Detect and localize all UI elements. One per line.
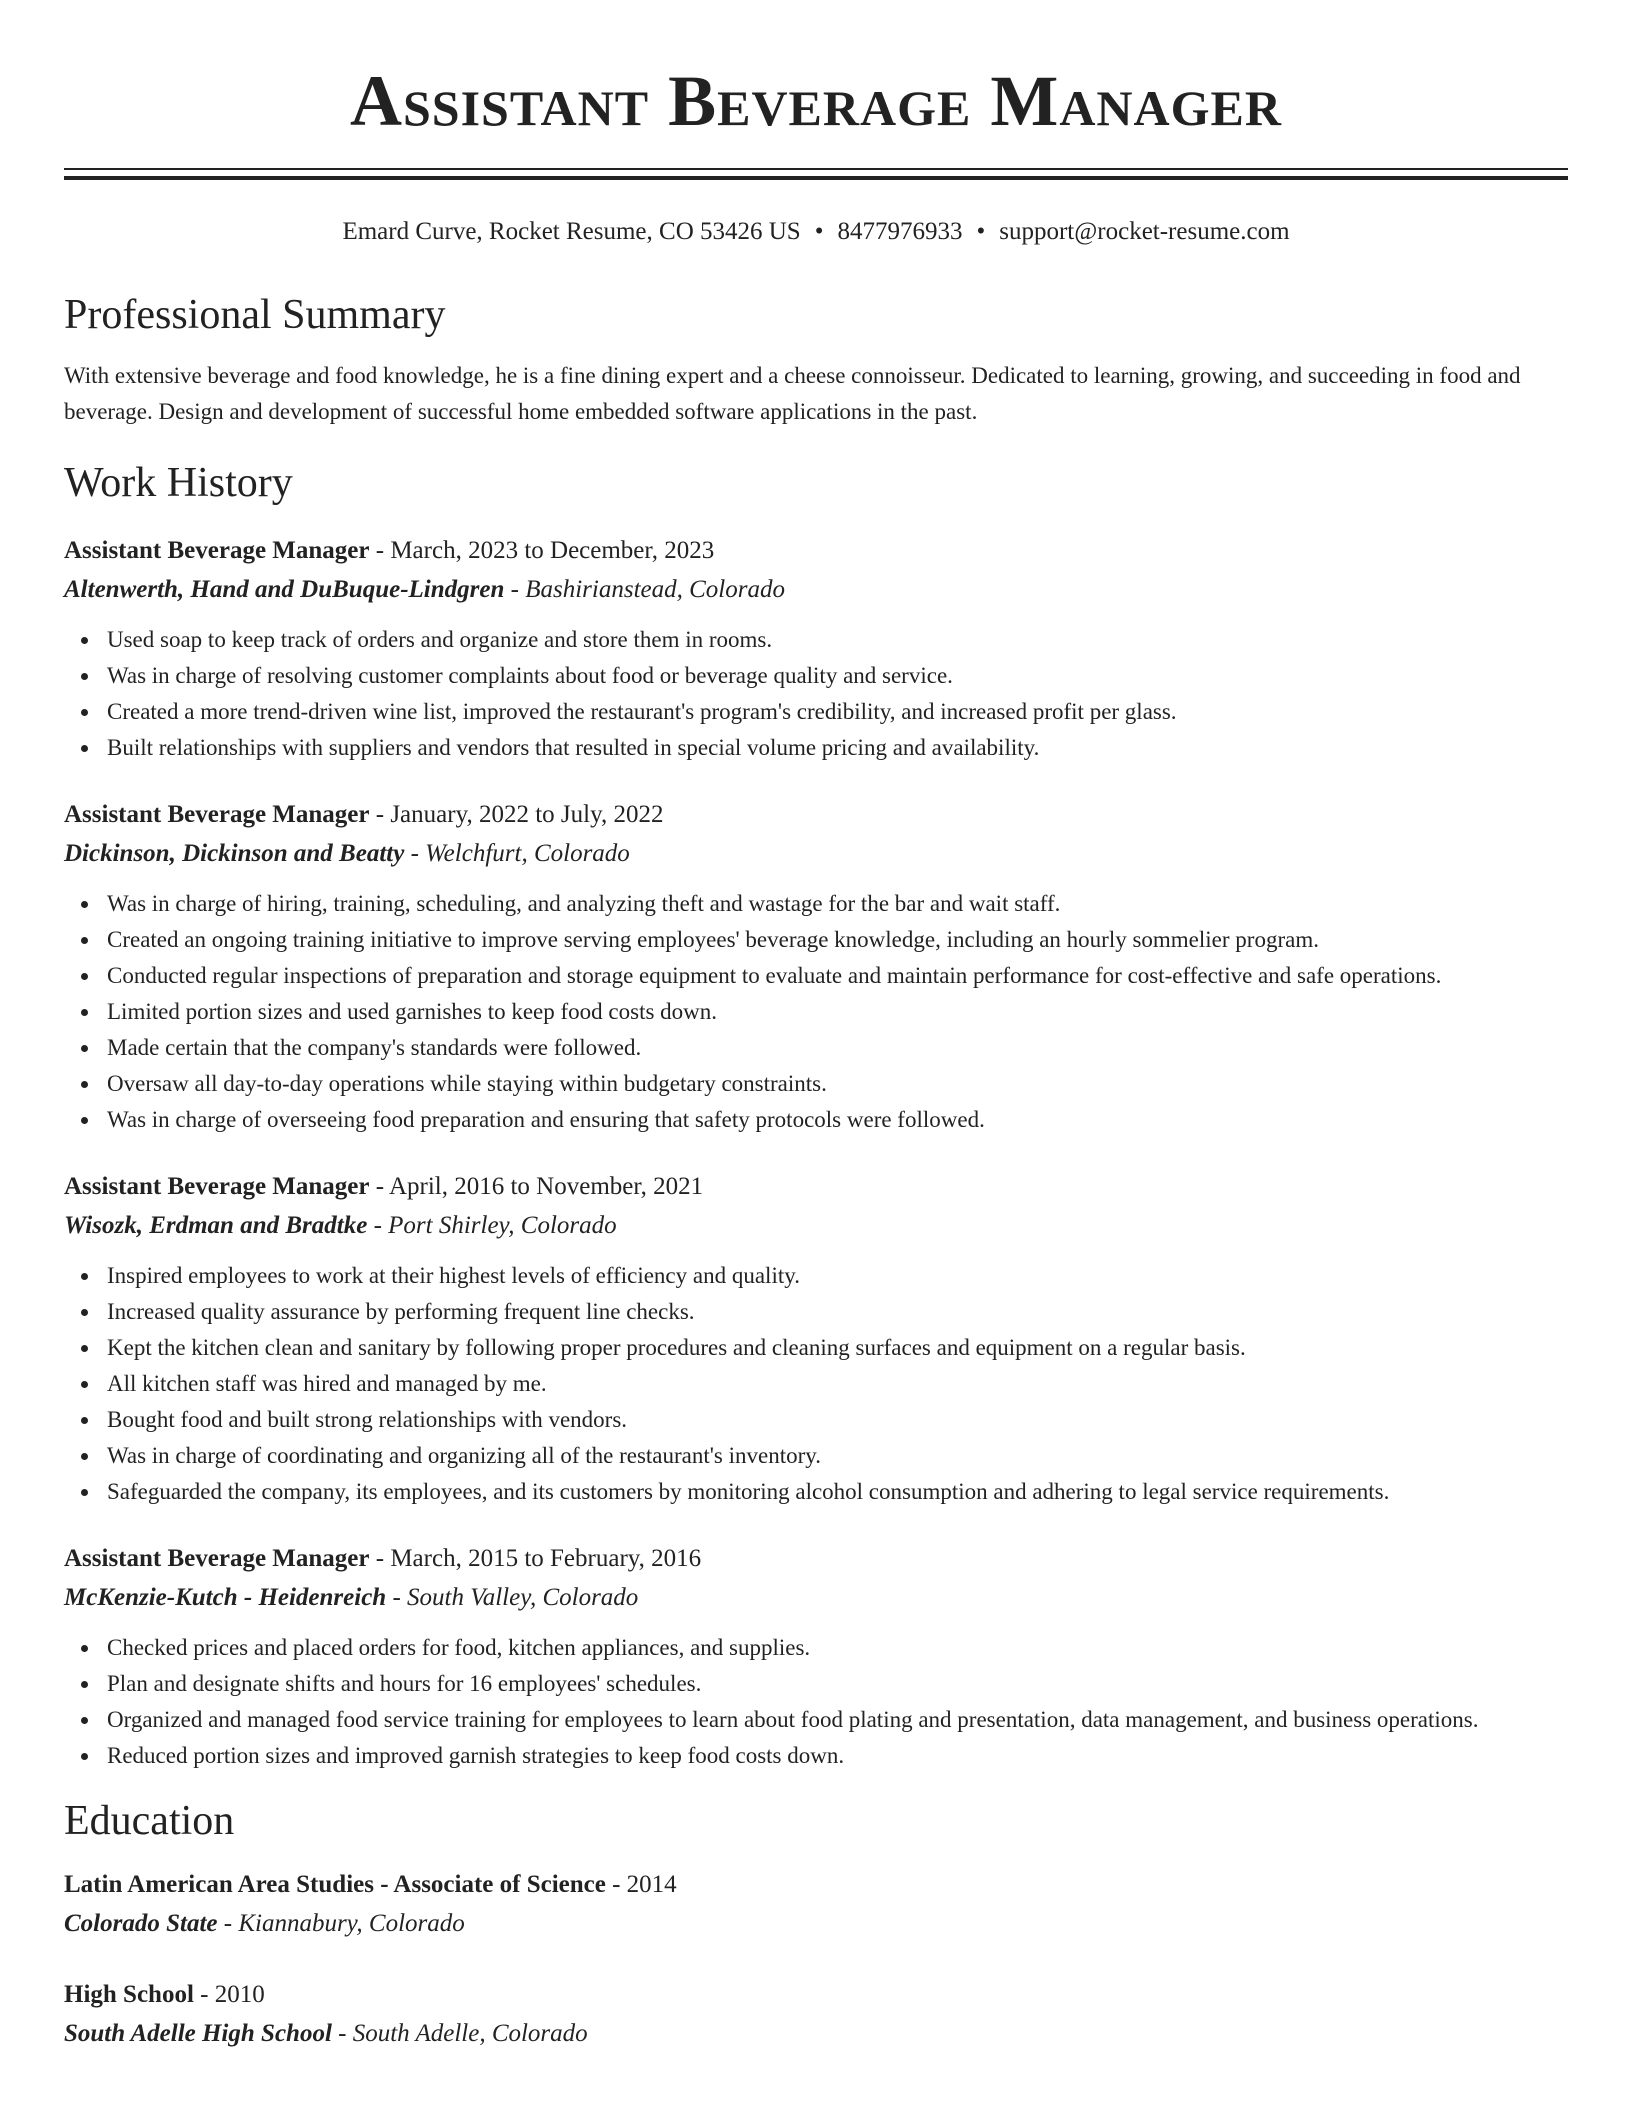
education-heading: Education (64, 1798, 235, 1844)
job-dates: - April, 2016 to November, 2021 (369, 1173, 704, 1200)
education-school-line (64, 1904, 1568, 1944)
education-entry (64, 1976, 1568, 2054)
list-item: Increased quality assurance by performing frequent line checks. (64, 1294, 1568, 1330)
education-year: - 2014 (605, 1871, 677, 1898)
list-item: Was in charge of overseeing food preparation and ensuring that safety protocols were followed. (64, 1102, 1568, 1138)
list-item: Bought food and built strong relationships with vendors. (64, 1402, 1568, 1438)
list-item: Conducted regular inspections of preparation and storage equipment to evaluate and maintain performance for cost-effective and safe operations. (64, 958, 1568, 994)
education-location: - South Adelle, Colorado (331, 2020, 588, 2047)
list-item: Was in charge of hiring, training, scheduling, and analyzing theft and wastage for the bar and wait staff. (64, 886, 1568, 922)
job-dates: - January, 2022 to July, 2022 (369, 801, 664, 828)
job-company-line (64, 834, 1568, 874)
list-item: Safeguarded the company, its employees, and its customers by monitoring alcohol consumption and adhering to legal service requirements. (64, 1474, 1568, 1510)
job-company: Wisozk, Erdman and Bradtke (64, 1212, 368, 1239)
job-bullets (64, 1630, 1568, 1774)
job-location: - Bashirianstead, Colorado (504, 576, 785, 603)
education-entry (64, 1866, 1568, 1944)
job-role: Assistant Beverage Manager (64, 801, 370, 828)
list-item: Oversaw all day-to-day operations while staying within budgetary constraints. (64, 1066, 1568, 1102)
job-role: Assistant Beverage Manager (64, 1173, 370, 1200)
contact-line (64, 216, 1568, 248)
contact-phone: 8477976933 (837, 218, 963, 245)
job-title-line (64, 532, 1568, 570)
job-company-line (64, 1578, 1568, 1618)
contact-separator: • (814, 218, 824, 245)
job-entry (64, 796, 1568, 1138)
job-entry (64, 1168, 1568, 1510)
education-school: Colorado State (64, 1910, 218, 1937)
list-item: Made certain that the company's standards were followed. (64, 1030, 1568, 1066)
job-title-line (64, 1168, 1568, 1206)
list-item: All kitchen staff was hired and managed by me. (64, 1366, 1568, 1402)
list-item: Created a more trend-driven wine list, improved the restaurant's program's credibility, and increased profit per glass. (64, 694, 1568, 730)
job-company-line (64, 1206, 1568, 1246)
list-item: Limited portion sizes and used garnishes to keep food costs down. (64, 994, 1568, 1030)
job-dates: - March, 2023 to December, 2023 (369, 537, 715, 564)
list-item: Reduced portion sizes and improved garnish strategies to keep food costs down. (64, 1738, 1568, 1774)
contact-separator: • (976, 218, 986, 245)
education-school: South Adelle High School (64, 2020, 332, 2047)
education-degree: High School (64, 1981, 194, 2008)
job-role: Assistant Beverage Manager (64, 537, 370, 564)
job-company: Altenwerth, Hand and DuBuque-Lindgren (64, 576, 505, 603)
list-item: Used soap to keep track of orders and organize and store them in rooms. (64, 622, 1568, 658)
work-history-heading: Work History (64, 460, 293, 506)
page-title: Assistant Beverage Manager (349, 61, 1282, 141)
job-bullets (64, 886, 1568, 1138)
job-title-line (64, 796, 1568, 834)
job-entry (64, 1540, 1568, 1774)
job-location: - Welchfurt, Colorado (404, 840, 630, 867)
job-location: - South Valley, Colorado (386, 1584, 639, 1611)
job-bullets (64, 1258, 1568, 1510)
job-location: - Port Shirley, Colorado (367, 1212, 617, 1239)
list-item: Inspired employees to work at their highest levels of efficiency and quality. (64, 1258, 1568, 1294)
list-item: Was in charge of coordinating and organizing all of the restaurant's inventory. (64, 1438, 1568, 1474)
education-location: - Kiannabury, Colorado (217, 1910, 465, 1937)
list-item: Built relationships with suppliers and vendors that resulted in special volume pricing and availability. (64, 730, 1568, 766)
job-role: Assistant Beverage Manager (64, 1545, 370, 1572)
contact-address: Emard Curve, Rocket Resume, CO 53426 US (342, 218, 801, 245)
education-degree: Latin American Area Studies - Associate of Science (64, 1871, 606, 1898)
resume-page (64, 0, 1568, 2054)
education-school-line (64, 2014, 1568, 2054)
list-item: Was in charge of resolving customer complaints about food or beverage quality and service. (64, 658, 1568, 694)
list-item: Plan and designate shifts and hours for 16 employees' schedules. (64, 1666, 1568, 1702)
job-title-line (64, 1540, 1568, 1578)
list-item: Organized and managed food service training for employees to learn about food plating and presentation, data management, and business operations. (64, 1702, 1568, 1738)
title-divider (64, 168, 1568, 180)
job-entry (64, 532, 1568, 766)
education-degree-line (64, 1866, 1568, 1904)
summary-text: With extensive beverage and food knowledge, he is a fine dining expert and a cheese connoisseur. Dedicated to learning, growing, and succeeding in food and beverage. Design and development of successful home embedded software applications in the past. (64, 363, 1521, 424)
job-dates: - March, 2015 to February, 2016 (369, 1545, 702, 1572)
job-bullets (64, 622, 1568, 766)
job-company: Dickinson, Dickinson and Beatty (64, 840, 405, 867)
list-item: Created an ongoing training initiative to improve serving employees' beverage knowledge, including an hourly sommelier program. (64, 922, 1568, 958)
education-degree-line (64, 1976, 1568, 2014)
job-company-line (64, 570, 1568, 610)
education-year: - 2010 (193, 1981, 265, 2008)
contact-email: support@rocket-resume.com (999, 218, 1290, 245)
list-item: Kept the kitchen clean and sanitary by following proper procedures and cleaning surfaces and equipment on a regular basis. (64, 1330, 1568, 1366)
job-company: McKenzie-Kutch - Heidenreich (64, 1584, 387, 1611)
summary-heading: Professional Summary (64, 292, 446, 338)
list-item: Checked prices and placed orders for food, kitchen appliances, and supplies. (64, 1630, 1568, 1666)
